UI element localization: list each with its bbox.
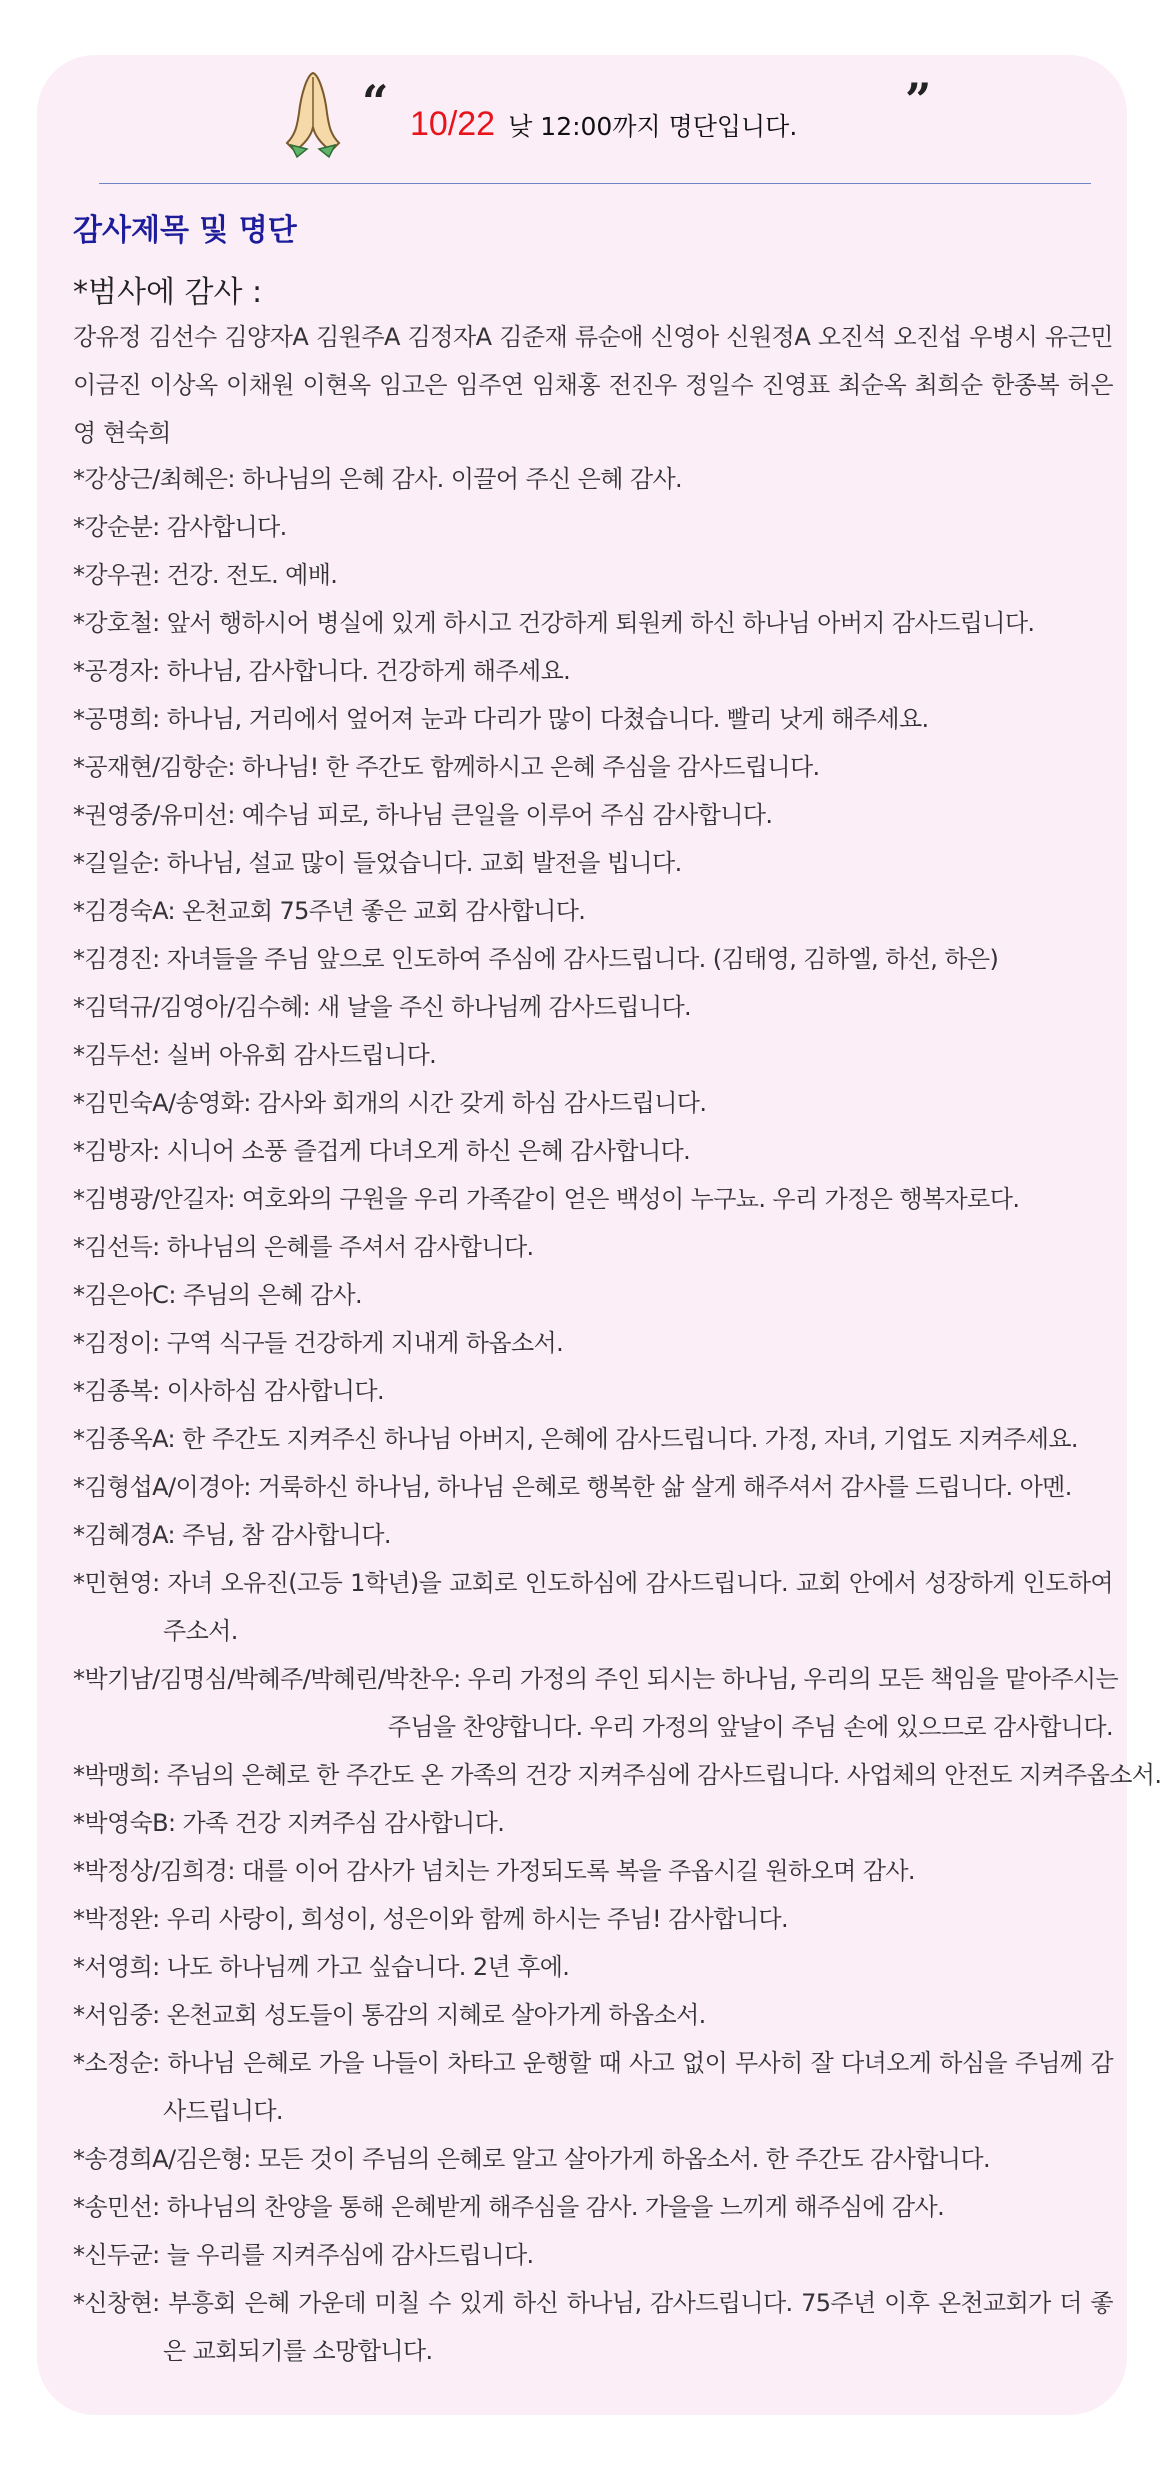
entry-text: 하나님, 설교 많이 들었습니다. 교회 발전을 빕니다. xyxy=(166,849,682,877)
entry-text: 하나님, 거리에서 엎어져 눈과 다리가 많이 다쳤습니다. 빨리 낫게 해주세요. xyxy=(166,705,929,733)
entry-name: * 김종옥A: xyxy=(73,1425,175,1453)
entry-name: * 김두선: xyxy=(73,1041,160,1069)
entry-name: * 김정이: xyxy=(73,1329,160,1357)
entry-name: * 강상근/최혜은: xyxy=(73,465,235,493)
entry-name: * 권영중/유미선: xyxy=(73,801,235,829)
entry-text: 이사하심 감사합니다. xyxy=(166,1377,385,1405)
entry-name: * 박정상/김희경: xyxy=(73,1857,235,1885)
entry-name: * 김병광/안길자: xyxy=(73,1185,235,1213)
list-item xyxy=(73,503,1113,551)
list-item xyxy=(73,1319,1113,1367)
entry-text: 가족 건강 지켜주심 감사합니다. xyxy=(182,1809,505,1837)
entry-text: 하나님의 은혜를 주셔서 감사합니다. xyxy=(166,1233,534,1261)
entry-name: * 공명희: xyxy=(73,705,160,733)
entry-name: * 송민선: xyxy=(73,2193,160,2221)
entry-name: * 박맹희: xyxy=(73,1761,160,1789)
entry-name: * 박정완: xyxy=(73,1905,160,1933)
deadline-date: 10/22 xyxy=(410,105,496,143)
close-quote: ” xyxy=(905,73,932,127)
entry-name: * 송경희A/김은형: xyxy=(73,2145,251,2173)
open-quote: “ xyxy=(362,75,389,129)
list-item xyxy=(73,551,1113,599)
entry-name: * 박영숙B: xyxy=(73,1809,176,1837)
list-item xyxy=(73,1847,1113,1895)
list-item xyxy=(73,2135,1113,2183)
entry-name: * 공재현/김항순: xyxy=(73,753,235,781)
header xyxy=(37,55,1127,175)
entry-name: * 서영희: xyxy=(73,1953,160,1981)
headline xyxy=(410,105,797,144)
entry-text: 하나님, 감사합니다. 건강하게 해주세요. xyxy=(166,657,571,685)
entry-text: 온천교회 75주년 좋은 교회 감사합니다. xyxy=(182,897,586,925)
entry-text: 나도 하나님께 가고 싶습니다. 2년 후에. xyxy=(166,1953,570,1981)
list-item xyxy=(73,1223,1113,1271)
prayer-entries xyxy=(73,455,1162,2375)
entry-name: * 강우권: xyxy=(73,561,160,589)
list-item xyxy=(73,1751,1162,1799)
entry-text: 하나님의 찬양을 통해 은혜받게 해주심을 감사. 가을을 느끼게 해주심에 감사. xyxy=(166,2193,945,2221)
list-item xyxy=(73,1271,1113,1319)
list-item xyxy=(73,1991,1113,2039)
entry-name: * 강호철: xyxy=(73,609,160,637)
deadline-text: 낮 12:00까지 명단입니다. xyxy=(508,112,798,141)
entry-name: * 김경진: xyxy=(73,945,160,973)
entry-text: 자녀들을 주님 앞으로 인도하여 주심에 감사드립니다. (김태영, 김하엘, 하선, 하은) xyxy=(166,945,999,973)
list-item xyxy=(73,839,1113,887)
entry-text: 거룩하신 하나님, 하나님 은혜로 행복한 삶 살게 해주셔서 감사를 드립니다. 아멘. xyxy=(257,1473,1072,1501)
entry-text: 모든 것이 주님의 은혜로 알고 살아가게 하옵소서. 한 주간도 감사합니다. xyxy=(257,2145,990,2173)
list-item xyxy=(73,791,1113,839)
section-title: 감사제목 및 명단 xyxy=(73,213,297,248)
list-item xyxy=(73,599,1113,647)
entry-name: * 강순분: xyxy=(73,513,160,541)
entry-text: 구역 식구들 건강하게 지내게 하옵소서. xyxy=(166,1329,564,1357)
list-item xyxy=(73,983,1113,1031)
list-item xyxy=(73,1079,1113,1127)
list-item xyxy=(73,2231,1113,2279)
entry-name: * 김덕규/김영아/김수혜: xyxy=(73,993,310,1021)
entry-name: * 공경자: xyxy=(73,657,160,685)
entry-name: * 김혜경A: xyxy=(73,1521,175,1549)
list-item xyxy=(73,1655,1119,1751)
entry-text: 앞서 행하시어 병실에 있게 하시고 건강하게 퇴원케 하신 하나님 아버지 감사드립니다. xyxy=(166,609,1035,637)
list-item xyxy=(73,2279,1113,2375)
divider xyxy=(99,183,1091,184)
entry-name: * 김은아C: xyxy=(73,1281,176,1309)
list-item xyxy=(73,1031,1113,1079)
entry-text: 감사합니다. xyxy=(166,513,287,541)
list-item xyxy=(73,743,1113,791)
entry-text: 우리 가정의 주인 되시는 하나님, 우리의 모든 책임을 맡아주시는 xyxy=(467,1665,1119,1693)
list-item xyxy=(73,1799,1113,1847)
list-item xyxy=(73,1511,1113,1559)
entry-text: 주님의 은혜 감사. xyxy=(182,1281,363,1309)
entry-text: 예수님 피로, 하나님 큰일을 이루어 주심 감사합니다. xyxy=(241,801,773,829)
entry-text: 주님의 은혜로 한 주간도 온 가족의 건강 지켜주심에 감사드립니다. 사업체의 안전도 지켜주옵소서. xyxy=(166,1761,1162,1789)
entry-text-continued: 주님을 찬양합니다. 우리 가정의 앞날이 주님 손에 있으므로 감사합니다. xyxy=(387,1713,1113,1741)
praying-hands-icon xyxy=(273,65,353,160)
entry-text: 부흥회 은혜 가운데 미칠 수 있게 하신 하나님, 감사드립니다. 75주년 이후 온천교회가 더 좋은 교회되기를 소망합니다. xyxy=(163,2289,1114,2365)
entry-text: 하나님 은혜로 가을 나들이 차타고 운행할 때 사고 없이 무사히 잘 다녀오게 하심을 주님께 감사드립니다. xyxy=(163,2049,1114,2125)
list-item xyxy=(73,887,1113,935)
entry-text: 한 주간도 지켜주신 하나님 아버지, 은혜에 감사드립니다. 가정, 자녀, 기업도 지켜주세요. xyxy=(182,1425,1078,1453)
list-item xyxy=(73,1127,1113,1175)
list-item xyxy=(73,935,1113,983)
entry-text: 자녀 오유진(고등 1학년)을 교회로 인도하심에 감사드립니다. 교회 안에서 성장하게 인도하여 주소서. xyxy=(163,1569,1114,1645)
list-item xyxy=(73,1559,1113,1655)
entry-name: * 김민숙A/송영화: xyxy=(73,1089,251,1117)
list-item xyxy=(73,2039,1113,2135)
entry-text: 감사와 회개의 시간 갖게 하심 감사드립니다. xyxy=(257,1089,707,1117)
entry-text: 하나님! 한 주간도 함께하시고 은혜 주심을 감사드립니다. xyxy=(241,753,820,781)
entry-text: 시니어 소풍 즐겁게 다녀오게 하신 은혜 감사합니다. xyxy=(166,1137,691,1165)
list-item xyxy=(73,1463,1113,1511)
list-item xyxy=(73,2183,1113,2231)
entry-name: * 신두균: xyxy=(73,2241,160,2269)
group-label: *범사에 감사 : xyxy=(73,275,263,310)
list-item xyxy=(73,695,1113,743)
entry-name: * 김방자: xyxy=(73,1137,160,1165)
entry-text: 대를 이어 감사가 넘치는 가정되도록 복을 주옵시길 원하오며 감사. xyxy=(241,1857,915,1885)
entry-name: * 김형섭A/이경아: xyxy=(73,1473,251,1501)
entry-name: * 길일순: xyxy=(73,849,160,877)
prayer-list-card xyxy=(37,55,1162,2415)
list-item xyxy=(73,1175,1113,1223)
list-item xyxy=(73,1943,1113,1991)
list-item xyxy=(73,1895,1113,1943)
list-item xyxy=(73,1415,1113,1463)
entry-text: 주님, 참 감사합니다. xyxy=(182,1521,391,1549)
entry-name: * 신창현: xyxy=(73,2289,160,2317)
entry-text: 늘 우리를 지켜주심에 감사드립니다. xyxy=(166,2241,534,2269)
entry-text: 새 날을 주신 하나님께 감사드립니다. xyxy=(317,993,692,1021)
entry-name: * 김경숙A: xyxy=(73,897,175,925)
entry-text: 하나님의 은혜 감사. 이끌어 주신 은혜 감사. xyxy=(241,465,683,493)
entry-name: * 박기남/김명심/박혜주/박혜린/박찬우: xyxy=(73,1665,461,1693)
entry-name: * 김종복: xyxy=(73,1377,160,1405)
list-item xyxy=(73,455,1113,503)
entry-text: 우리 사랑이, 희성이, 성은이와 함께 하시는 주님! 감사합니다. xyxy=(166,1905,789,1933)
list-item xyxy=(73,647,1113,695)
entry-name: * 소정순: xyxy=(73,2049,160,2077)
entry-text: 실버 아유회 감사드립니다. xyxy=(166,1041,437,1069)
entry-text: 온천교회 성도들이 통감의 지혜로 살아가게 하옵소서. xyxy=(166,2001,706,2029)
entry-name: * 김선득: xyxy=(73,1233,160,1261)
list-item xyxy=(73,1367,1113,1415)
names-list: 강유정 김선수 김양자A 김원주A 김정자A 김준재 류순애 신영아 신원정A 오진석 오진섭 우병시 유근민 이금진 이상옥 이채원 이현옥 임고은 임주연 임채홍 전진우 정일수 진영표 최순옥 최희순 한종복 허은영 현숙희 xyxy=(73,323,1113,447)
entry-name: * 민현영: xyxy=(73,1569,160,1597)
entry-name: * 서임중: xyxy=(73,2001,160,2029)
entry-text: 건강. 전도. 예배. xyxy=(166,561,338,589)
entry-text: 여호와의 구원을 우리 가족같이 얻은 백성이 누구뇨. 우리 가정은 행복자로다. xyxy=(241,1185,1020,1213)
